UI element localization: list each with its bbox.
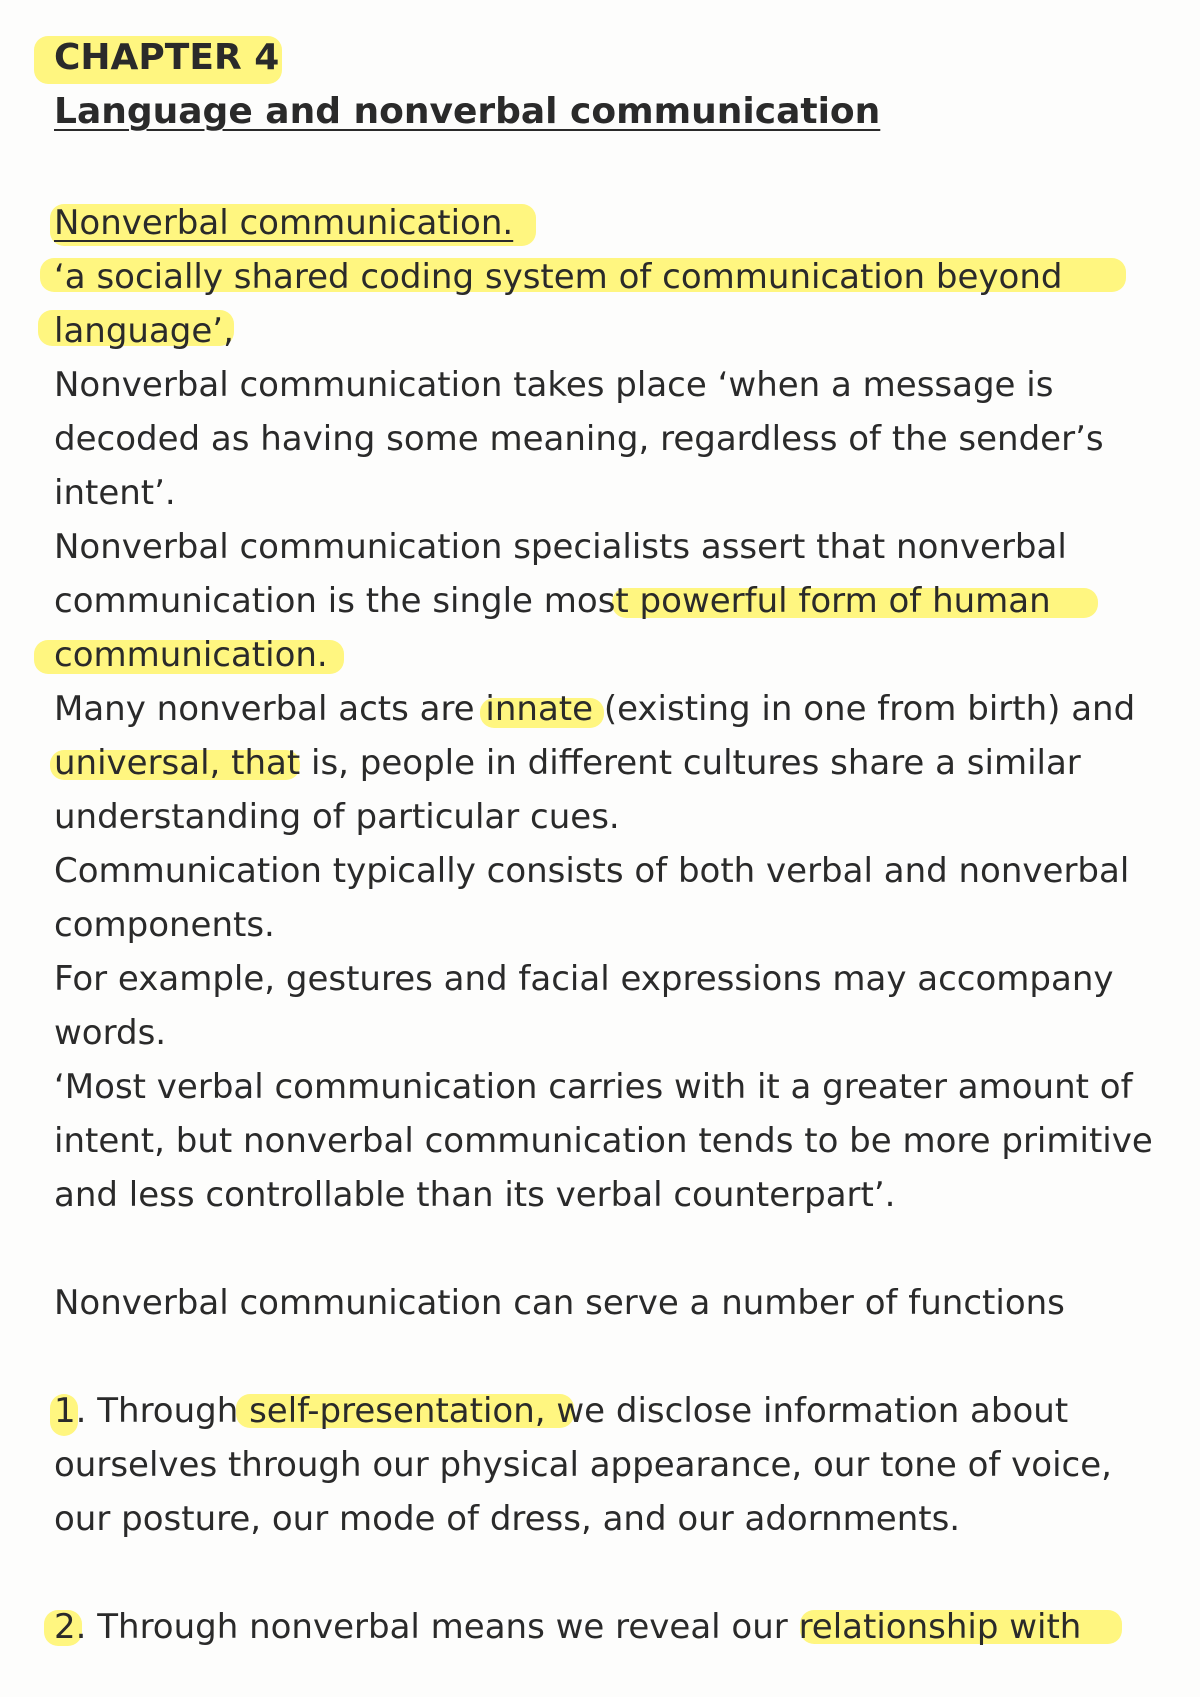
text-line: Nonverbal communication specialists assert that nonverbal	[54, 527, 1067, 567]
text-line: universal, that is, people in different cultures share a similar	[54, 743, 1081, 783]
text-line: components.	[54, 905, 275, 945]
text-line: words.	[54, 1013, 167, 1053]
chapter-title: Language and nonverbal communication	[54, 91, 881, 132]
text-line: and less controllable than its verbal counterpart’.	[54, 1175, 896, 1215]
text-line: Communication typically consists of both verbal and nonverbal	[54, 851, 1130, 891]
text-line: intent, but nonverbal communication tends to be more primitive	[54, 1121, 1153, 1161]
text-line: 1. Through self-presentation, we disclose information about	[54, 1391, 1069, 1431]
functions-intro: Nonverbal communication can serve a number of functions	[54, 1283, 1065, 1323]
text-line: 2. Through nonverbal means we reveal our relationship with	[54, 1607, 1082, 1647]
text-line: language’,	[54, 311, 234, 351]
text-line: Many nonverbal acts are innate (existing in one from birth) and	[54, 689, 1136, 729]
text-line: ‘Most verbal communication carries with it a greater amount of	[54, 1067, 1133, 1107]
text-line: communication is the single most powerful form of human	[54, 581, 1051, 621]
text-line: ‘a socially shared coding system of communication beyond	[54, 257, 1063, 297]
chapter-label: CHAPTER 4	[54, 37, 280, 78]
text-line: ourselves through our physical appearance, our tone of voice,	[54, 1445, 1112, 1485]
text-line: Nonverbal communication takes place ‘when a message is	[54, 365, 1054, 405]
text-line: For example, gestures and facial expressions may accompany	[54, 959, 1114, 999]
section-heading: Nonverbal communication.	[54, 203, 514, 243]
text-line: our posture, our mode of dress, and our adornments.	[54, 1499, 961, 1539]
text-line: intent’.	[54, 473, 176, 513]
text-line: decoded as having some meaning, regardless of the sender’s	[54, 419, 1104, 459]
text-line: communication.	[54, 635, 328, 675]
text-line: understanding of particular cues.	[54, 797, 620, 837]
